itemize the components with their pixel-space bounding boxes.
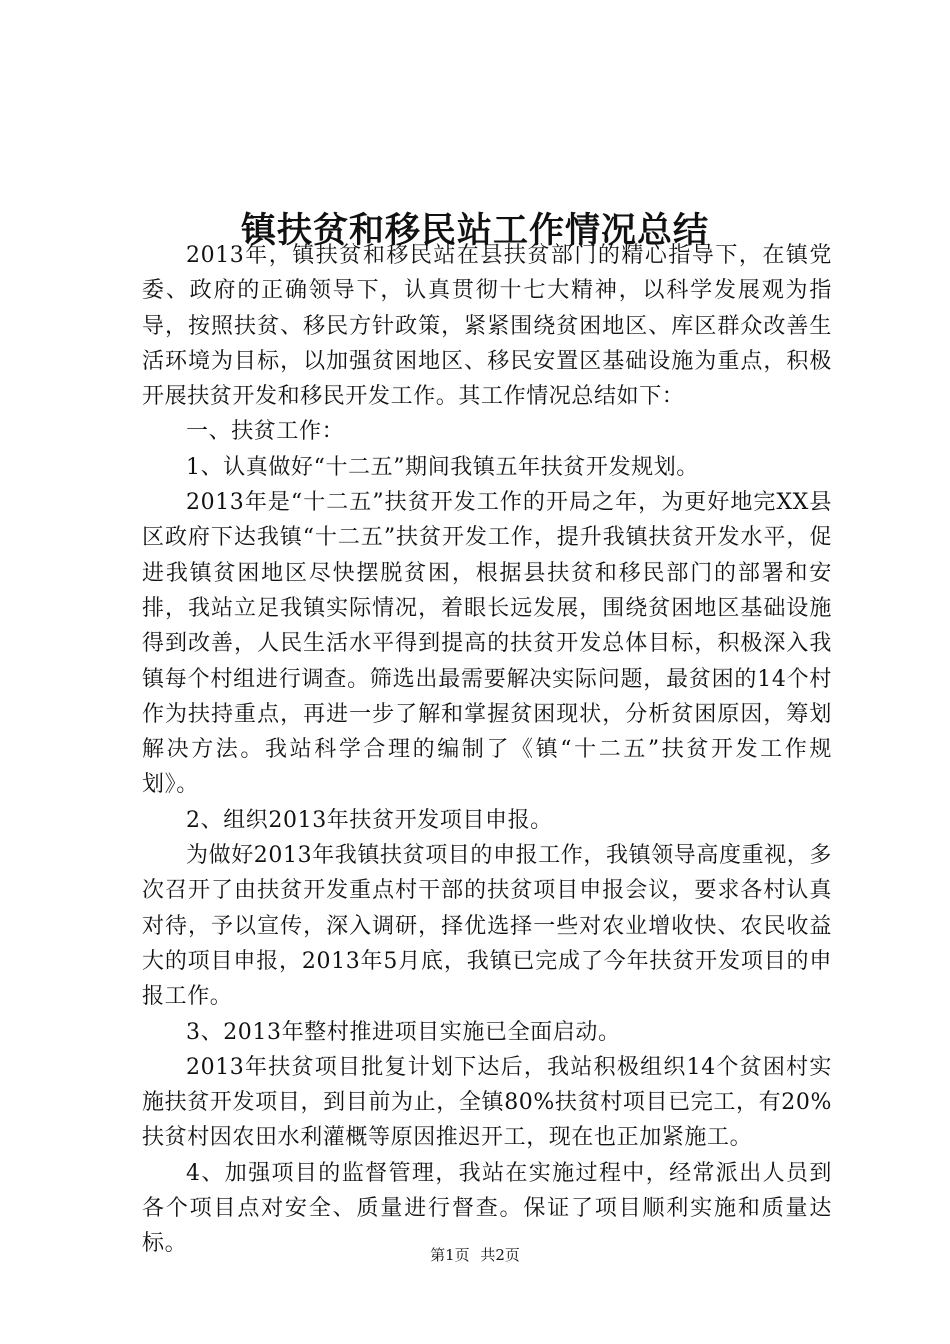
item-heading-3: 3、2013年整村推进项目实施已全面启动。 [186, 1019, 621, 1045]
document-title: 镇扶贫和移民站工作情况总结 [240, 210, 709, 252]
paragraph-intro: 2013年，镇扶贫和移民站在县扶贫部门的精心指导下，在镇党委、政府的正确领导下，认真贯彻十七大精神，以科学发展观为指导，按照扶贫、移民方针政策，紧紧围绕贫困地区、库区群众改善生活环境为目标，以加强贫困地区、移民安置区基础设施为重点，积极开展扶贫开发和移民开发工作。其工作情况总结如下： [142, 243, 832, 410]
item-heading-1: 1、认真做好“十二五”期间我镇五年扶贫开发规划。 [186, 454, 699, 480]
page-number-total: 共2页 [480, 1246, 520, 1264]
section-heading-poverty-alleviation: 一、扶贫工作： [186, 419, 345, 445]
item-heading-2: 2、组织2013年扶贫开发项目申报。 [186, 807, 553, 833]
page-footer [0, 1243, 950, 1267]
paragraph-item-2: 为做好2013年我镇扶贫项目的申报工作，我镇领导高度重视，多次召开了由扶贫开发重点村干部的扶贫项目申报会议，要求各村认真对待，予以宣传，深入调研，择优选择一些对农业增收快、农民收益大的项目申报，2013年5月底，我镇已完成了今年扶贫开发项目的申报工作。 [142, 843, 832, 1010]
paragraph-item-3: 2013年扶贫项目批复计划下达后，我站积极组织14个贫困村实施扶贫开发项目，到目前为止，全镇80%扶贫村项目已完工，有20%扶贫村因农田水利灌概等原因推迟开工，现在也正加紧施工。 [142, 1054, 832, 1151]
document-body [142, 238, 832, 1262]
paragraph-item-4: 4、加强项目的监督管理，我站在实施过程中，经常派出人员到各个项目点对安全、质量进行督查。保证了项目顺利实施和质量达标。 [142, 1160, 832, 1257]
paragraph-item-1: 2013年是“十二五”扶贫开发工作的开局之年，为更好地完XX县区政府下达我镇“十二五”扶贫开发工作，提升我镇扶贫开发水平，促进我镇贫困地区尽快摆脱贫困，根据县扶贫和移民部门的部署和安排，我站立足我镇实际情况，着眼长远发展，围绕贫困地区基础设施得到改善，人民生活水平得到提高的扶贫开发总体目标，积极深入我镇每个村组进行调查。筛选出最需要解决实际问题，最贫困的14个村作为扶持重点，再进一步了解和掌握贫困现状，分析贫困原因，筹划解决方法。我站科学合理的编制了《镇“十二五”扶贫开发工作规划》。 [142, 490, 832, 798]
page-number-current: 第1页 [430, 1246, 470, 1264]
